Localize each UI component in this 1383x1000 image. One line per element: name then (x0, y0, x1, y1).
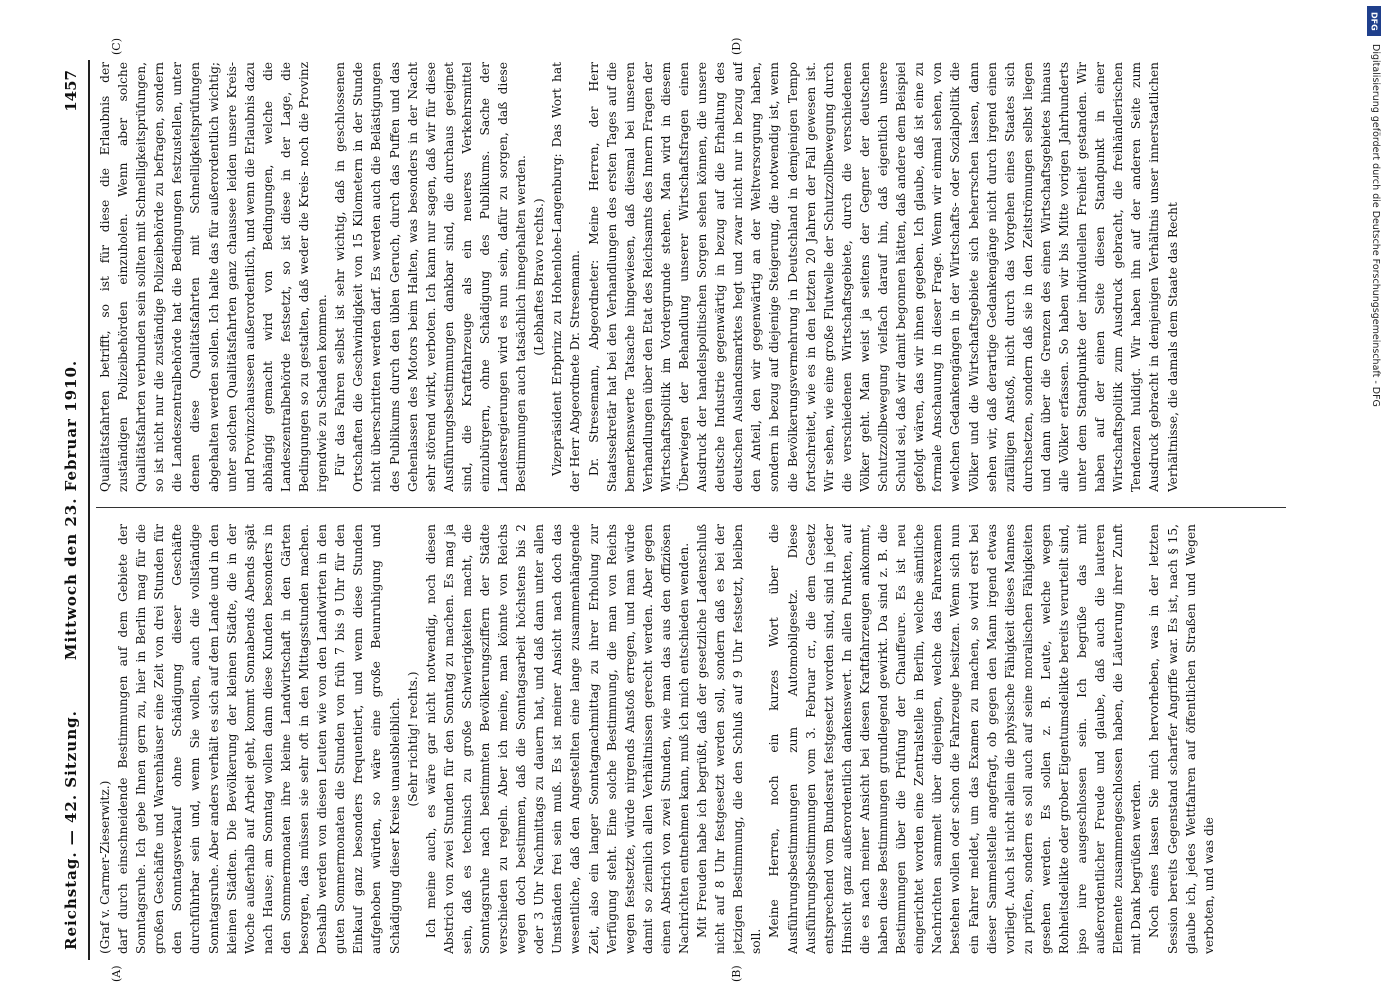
left-paragraph: Noch eines lassen Sie mich hervorheben, was in der letzten Session bereits Gegenstand scharfer Angriffe war. Es ist, nach § 15, glaube ich, jedes Wettfahren auf öffentlichen Straßen und Wegen verboten, und was die (1147, 524, 1216, 954)
margin-marker-a: (A) (110, 965, 123, 982)
page-number: 1457 (62, 70, 80, 112)
right-paragraph: Qualitätsfahrten betrifft, so ist für diese die Erlaubnis der zuständigen Polizeibehörden einzuholen. Wenn aber solche Qualitätsfahrten verbunden sein sollten mit Schnelligkeitsprüfungen, so ist nicht nur die zuständige Polizeibehörde zu befragen, sondern die Landeszentralbehörde hat die Bedingungen festzustellen, unter denen diese Qualitätsfahrten mit Schnelligkeitsprüfungen abgehalten werden sollen. Ich halte das für außerordentlich wichtig; unter solchen Qualitätsfahrten ganz chaussee leiden unsere Kreis- und Provinzchausseen außerordentlich, und wenn die Erlaubnis dazu abhängig gemacht wird von Bedingungen, welche die Landeszentralbehörde festsetzt, so ist diese in der Lage, die Bedingungen so zu gestalten, daß weder die Kreis- noch die Provinz irgendwie zu Schaden kommen. (98, 62, 330, 492)
header-rule (88, 60, 90, 960)
right-paragraph: Vizepräsident Erbprinz zu Hohenlohe-Langenburg: Das Wort hat der Herr Abgeordnete Dr. Stresemann. (550, 62, 583, 492)
right-paragraph: (Lebhaftes Bravo rechts.) (532, 198, 547, 356)
left-column (96, 524, 1286, 954)
margin-marker-c: (C) (110, 38, 123, 55)
header-left: Reichstag. — 42. Sitzung. (62, 710, 80, 950)
left-paragraph: (Sehr richtig! rechts.) (405, 671, 420, 807)
right-column (96, 62, 1286, 492)
column-divider (96, 507, 1286, 508)
left-paragraph: Meine Herren, noch ein kurzes Wort über die Ausführungsbestimmungen zum Automobilgesetz. Diese Ausführungsbestimmungen vom 3. Februar cr., die dem Gesetz entsprechend vom Bundesrat festgesetzt worden sind, sind in jeder Hinsicht ganz außerordentlich dankenswert. In allen Punkten, auf die es nach meiner Ansicht bei diesen Kraftfahrzeugen ankommt, haben diese Bestimmungen grundlegend gewirkt. Da sind z. B. die Bestimmungen über die Prüfung der Chauffeure. Es ist neu eingerichtet worden eine Zentralstelle in Berlin, welche sämtliche Nachrichten sammelt über diejenigen, welche das Fahrexamen bestehen wollen oder schon die Fahrzeuge besitzen. Wenn sich nun ein Fahrer meldet, um das Examen zu machen, so wird erst bei dieser Sammelstelle angefragt, ob gegen den Mann irgend etwas vorliegt. Auch ist nicht allein die physische Fähigkeit dieses Mannes zu prüfen, sondern es soll auch auf seine moralischen Fähigkeiten gesehen werden. Es sollen z. B. Leute, welche wegen Rohheitsdelikte oder grober Eigentumsdelikte bereits verurteilt sind, ipso iure ausgeschlossen sein. Ich begrüße das mit außerordentlicher Freude und glaube, daß auch die lauteren Elemente zusammengeschlossen haben, die Läuterung ihrer Zunft mit Dank begrüßen werden. (767, 524, 1144, 954)
left-paragraph: Mit Freuden habe ich begrüßt, daß der gesetzliche Ladenschluß nicht auf 8 Uhr festgesetzt werden soll, sondern daß es bei der jetzigen Bestimmung, die den Schluß auf 9 Uhr festsetzt, bleiben soll. (695, 524, 764, 954)
right-paragraph: Dr. Stresemann, Abgeordneter: Meine Herren, der Herr Staatssekretär hat bei den Verhandlungen des ersten Tages auf die bemerkenswerte Tatsache hingewiesen, daß diesmal bei unseren Verhandlungen über den Etat des Reichsamts des Innern Fragen der Wirtschaftspolitik im Vordergrunde stehen. Man wird in diesem Überwiegen der Behandlung unserer Wirtschaftsfragen einen Ausdruck der handelspolitischen Sorgen sehen können, die unsere deutsche Industrie gegenwärtig in bezug auf die Erhaltung des deutschen Auslandsmarktes hegt und zwar nicht nur in bezug auf den Anteil, den wir gegenwärtig an der Weltversorgung haben, sondern in bezug auf diejenige Steigerung, die notwendig ist, wenn die Bevölkerungsvermehrung in Deutschland in demjenigen Tempo fortschreitet, wie es in den letzten 20 Jahren der Fall gewesen ist. Wir sehen, wie eine große Flutwelle der Schutzzollbewegung durch die verschiedenen Wirtschaftsgebiete, durch die verschiedenen Völker geht. Man weist ja seitens der Gegner der deutschen Schutzzollbewegung vielfach darauf hin, daß eigentlich unsere Schuld sei, daß wir damit begonnen hätten, daß andere dem Beispiel gefolgt wären, das wir ihnen gegeben. Ich glaube, daß ist eine zu formale Anschauung in dieser Frage. Wenn wir einmal sehen, von welchen Gedankengängen in der Wirtschafts- oder Sozialpolitik die Völker und die Wirtschaftsgebiete sich beherrschen lassen, dann sehen wir, daß derartige Gedankengänge nicht durch irgend einen zufälligen Anstoß, nicht durch das Vorgehen eines Staates sich durchsetzen, sondern daß sie in den Zeitströmungen selbst liegen und dann über die Grenzen des einen Wirtschaftsgebietes hinaus alle Völker erfassen. So haben wir bis Mitte vorigen Jahrhunderts unter dem Standpunkte der individuellen Freiheit gestanden. Wir haben auf der einen Seite diesen Standpunkt in einer Wirtschaftspolitik zum Ausdruck gebracht, die freihändlerischen Tendenzen huldigt. Wir haben ihn auf der anderen Seite zum Ausdruck gebracht in demjenigen Verhältnis unser innerstaatlichen Verhältnisse, die damals dem Staate das Recht (586, 62, 1180, 492)
left-paragraph: Ich meine auch, es wäre gar nicht notwendig, noch diesen Abstrich von zwei Stunden für den Sonntag zu machen. Es mag ja sein, daß es technisch zu große Schwierigkeiten macht, die Sonntagsruhe nach bestimmten Bevölkerungsziffern der Städte verschieden zu regeln. Aber ich meine, man könnte von Reichs wegen doch bestimmen, daß die Sonntagsarbeit höchstens bis 2 oder 3 Uhr Nachmittags zu dauern hat, und daß dann unter allen Umständen frei sein muß. Es ist meiner Ansicht nach doch das wesentliche, daß den Angestellten eine lange zusammenhängende Zeit, also ein langer Sonntagnachmittag zu ihrer Erholung zur Verfügung steht. Eine solche Bestimmung, die man von Reichs wegen festsetzte, würde nirgends Anstoß erregen, und man würde damit so ziemlich allen Verhältnissen gerecht werden. Aber gegen einen Abstrich von zwei Stunden, wie man das aus den offiziösen Nachrichten entnehmen kann, muß ich mich entschieden wenden. (423, 524, 691, 954)
margin-marker-b: (B) (730, 965, 743, 982)
dfg-logo: DFG (1367, 6, 1381, 36)
margin-marker-d: (D) (730, 37, 743, 55)
left-paragraph: darf durch einschneidende Bestimmungen auf dem Gebiete der Sonntagsruhe. Ich gebe Ihnen gern zu, hier in Berlin mag für die großen Geschäfte und Warenhäuser eine Zeit von drei Stunden für den Sonntagsverkauf ohne Schädigung dieser Geschäfte durchführbar sein und, wenn Sie wollen, auch die vollständige Sonntagsruhe. Aber anders verhält es sich auf dem Lande und in den kleinen Städten. Die Bevölkerung der kleinen Städte, die in der Woche außerhalb auf Arbeit geht, kommt Sonnabends Abends spät nach Hause; am Sonntag wollen dann diese Kunden besonders in den Sommermonaten ihre kleine Landwirtschaft in den Gärten besorgen, das müssen sie sehr oft in den Mittagsstunden machen. Deshalb werden von diesen Leuten wie von den Landwirten in den guten Sommermonaten die Stunden von früh 7 bis 9 Uhr für den Einkauf ganz besonders frequentiert, und wenn diese Stunden aufgehoben würden, so wäre eine große Beunruhigung und Schädigung dieser Kreise unausbleiblich. (116, 524, 402, 954)
right-paragraph: Für das Fahren selbst ist sehr wichtig, daß in geschlossenen Ortschaften die Geschwindigkeit von 15 Kilometern in der Stunde nicht überschritten werden darf. Es werden auch die Belästigungen des Publikums durch den üblen Geruch, durch das Puffen und das Gehenlassen des Motors beim Halten, was besonders in der Nacht sehr störend wirkt, verboten. Ich kann nur sagen, daß wir für diese Ausführungsbestimmungen dankbar sind, die durchaus geeignet sind, die Kraftfahrzeuge als ein neueres Verkehrsmittel einzubürgern, ohne Schädigung des Publikums. Sache der Landesregierungen wird es nun sein, dafür zu sorgen, daß diese Bestimmungen auch tatsächlich innegehalten werden. (333, 62, 529, 492)
rotated-page (40, 37, 1310, 982)
left-paragraph: (Graf v. Carmer-Zieserwitz.) (98, 780, 112, 954)
running-header (40, 60, 84, 960)
header-date: Mittwoch den 23. Februar 1910. (62, 359, 80, 661)
digitization-credit: Digitalisierung gefördert durch die Deutsche Forschungsgemeinschaft - DFG (1370, 44, 1381, 407)
